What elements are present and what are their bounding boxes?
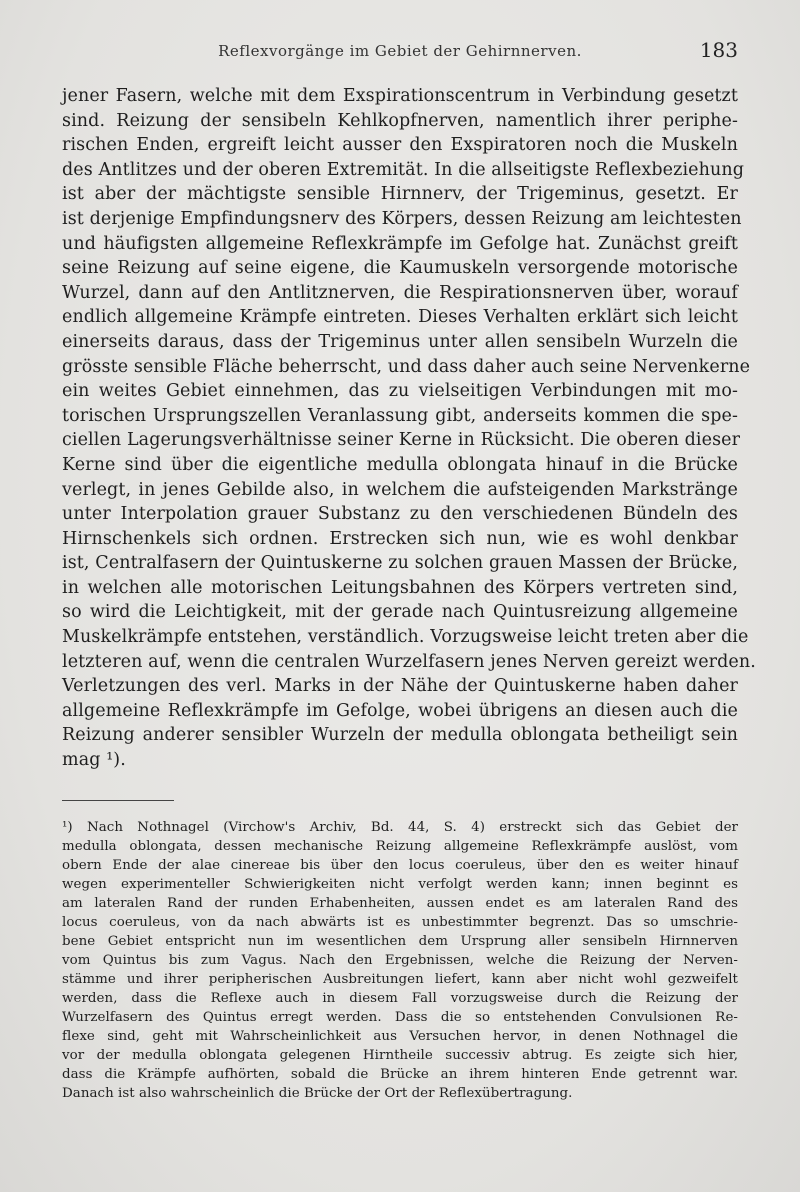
text-line: des Antlitzes und der oberen Extremität. In die allseitigste Reflexbeziehung (62, 159, 745, 180)
text-line: Kerne sind über die eigentliche medulla oblongata hinauf in die Brücke (62, 454, 738, 475)
footnote-divider (62, 800, 174, 801)
running-title: Reflexvorgänge im Gebiet der Gehirnnerven. (218, 42, 582, 60)
footnote-line: medulla oblongata, dessen mechanische Reizung allgemeine Reflexkrämpfe auslöst, vom (62, 839, 738, 854)
text-line: mag ¹). (62, 750, 126, 771)
text-line: verlegt, in jenes Gebilde also, in welchem die aufsteigenden Markstränge (62, 479, 738, 500)
text-line: Wurzel, dann auf den Antlitznerven, die Respirationsnerven über, worauf (62, 282, 738, 303)
text-line: Hirnschenkels sich ordnen. Erstrecken sich nun, wie es wohl denkbar (62, 528, 738, 549)
text-line: grösste sensible Fläche beherrscht, und dass daher auch seine Nervenkerne (62, 356, 751, 377)
text-line: ist aber der mächtigste sensible Hirnnerv, der Trigeminus, gesetzt. Er (62, 184, 738, 205)
text-line: ist derjenige Empfindungsnerv des Körpers, dessen Reizung am leichtesten (62, 208, 742, 229)
text-line: sind. Reizung der sensibeln Kehlkopfnerven, namentlich ihrer periphe- (62, 110, 738, 131)
text-line: letzteren auf, wenn die centralen Wurzelfasern jenes Nerven gereizt werden. (62, 651, 756, 672)
footnote-line: Danach ist also wahrscheinlich die Brücke der Ort der Reflexübertragung. (62, 1086, 573, 1101)
text-line: ein weites Gebiet einnehmen, das zu vielseitigen Verbindungen mit mo- (62, 381, 738, 402)
footnote-line: am lateralen Rand der runden Erhabenheiten, aussen endet es am lateralen Rand des (62, 896, 738, 911)
text-line: in welchen alle motorischen Leitungsbahnen des Körpers vertreten sind, (62, 577, 738, 598)
text-line: endlich allgemeine Krämpfe eintreten. Dieses Verhalten erklärt sich leicht (62, 307, 738, 328)
text-line: Verletzungen des verl. Marks in der Nähe der Quintuskerne haben daher (62, 676, 738, 697)
footnote-line: vor der medulla oblongata gelegenen Hirntheile successiv abtrug. Es zeigte sich hier, (62, 1048, 738, 1063)
text-line: jener Fasern, welche mit dem Exspirationscentrum in Verbindung gesetzt (62, 86, 738, 106)
text-line: ciellen Lagerungsverhältnisse seiner Kerne in Rücksicht. Die oberen dieser (62, 430, 741, 451)
page-number: 183 (699, 38, 738, 62)
text-line: so wird die Leichtigkeit, mit der gerade nach Quintusreizung allgemeine (62, 602, 738, 623)
main-text (62, 84, 756, 773)
footnote-line: flexe sind, geht mit Wahrscheinlichkeit aus Versuchen hervor, in denen Nothnagel die (62, 1029, 738, 1044)
text-line: allgemeine Reflexkrämpfe im Gefolge, wobei übrigens an diesen auch die (62, 700, 738, 721)
running-head (62, 38, 738, 64)
footnote-line: wegen experimenteller Schwierigkeiten nicht verfolgt werden kann; innen beginnt es (62, 877, 738, 892)
footnote-line: dass die Krämpfe aufhörten, sobald die Brücke an ihrem hinteren Ende getrennt war. (62, 1067, 738, 1082)
footnote-line: bene Gebiet entspricht nun im wesentlichen dem Ursprung aller sensibeln Hirnnerven (62, 934, 738, 949)
footnote (62, 818, 738, 1103)
text-line: torischen Ursprungszellen Veranlassung gibt, anderseits kommen die spe- (62, 405, 738, 426)
text-line: Reizung anderer sensibler Wurzeln der medulla oblongata betheiligt sein (62, 725, 738, 746)
text-line: Muskelkrämpfe entstehen, verständlich. Vorzugsweise leicht treten aber die (62, 627, 749, 648)
text-line: rischen Enden, ergreift leicht ausser den Exspiratoren noch die Muskeln (62, 135, 738, 156)
text-line: einerseits daraus, dass der Trigeminus unter allen sensibeln Wurzeln die (62, 331, 738, 352)
footnote-line: stämme und ihrer peripherischen Ausbreitungen liefert, kann aber nicht wohl gezweifelt (62, 972, 738, 987)
text-line: und häufigsten allgemeine Reflexkrämpfe im Gefolge hat. Zunächst greift (62, 233, 738, 254)
footnote-line: locus coeruleus, von da nach abwärts ist es unbestimmter begrenzt. Das so umschrie- (62, 915, 738, 930)
text-line: unter Interpolation grauer Substanz zu den verschiedenen Bündeln des (62, 504, 738, 525)
footnote-line: werden, dass die Reflexe auch in diesem Fall vorzugsweise durch die Reizung der (62, 991, 738, 1006)
footnote-line: obern Ende der alae cinereae bis über den locus coeruleus, über den es weiter hinauf (62, 858, 738, 873)
text-line: ist, Centralfasern der Quintuskerne zu solchen grauen Massen der Brücke, (62, 553, 738, 574)
footnote-line: Wurzelfasern des Quintus erregt werden. Dass die so entstehenden Convulsionen Re- (62, 1010, 738, 1025)
text-line: seine Reizung auf seine eigene, die Kaumuskeln versorgende motorische (62, 258, 738, 279)
footnote-line: ¹) Nach Nothnagel (Virchow's Archiv, Bd. 44, S. 4) erstreckt sich das Gebiet der (62, 820, 738, 835)
footnote-line: vom Quintus bis zum Vagus. Nach den Ergebnissen, welche die Reizung der Nerven- (62, 953, 738, 968)
